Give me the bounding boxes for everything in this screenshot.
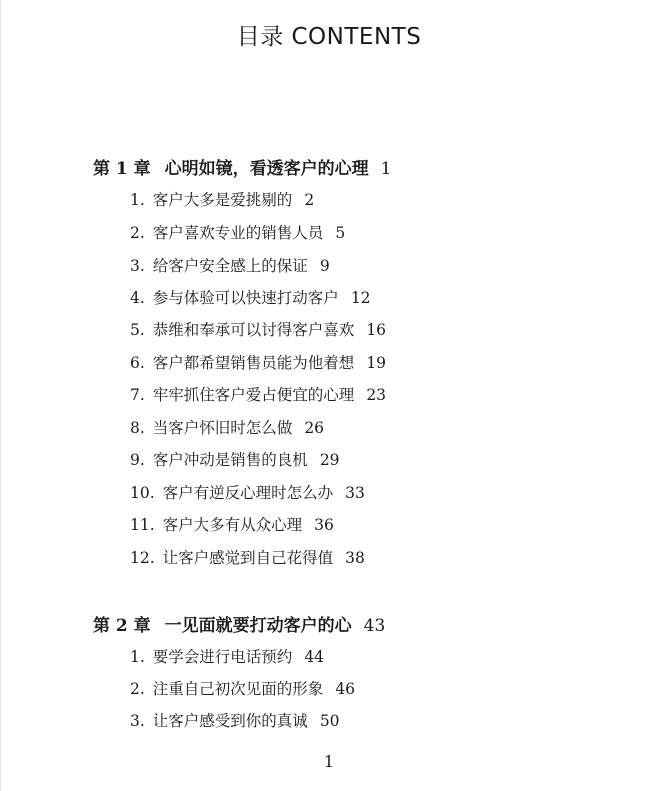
entry-title: 要学会进行电话预约	[152, 648, 293, 666]
entry-number: 11.	[130, 516, 155, 534]
entry-number: 8.	[130, 419, 145, 437]
toc-entry[interactable]	[130, 286, 371, 308]
entry-number: 6.	[130, 354, 145, 372]
chapter-label: 第 1 章	[93, 159, 151, 179]
entry-number: 3.	[130, 257, 145, 275]
entry-page-number: 23	[366, 386, 387, 404]
toc-entry[interactable]	[130, 645, 324, 667]
entry-number: 10.	[130, 484, 155, 502]
entry-number: 1.	[130, 191, 145, 209]
entry-number: 2.	[130, 680, 145, 698]
chapter-page-number: 1	[380, 159, 392, 179]
entry-title: 客户冲动是销售的良机	[152, 451, 308, 469]
footer-page-number: 1	[323, 752, 335, 771]
entry-page-number: 33	[345, 484, 365, 502]
entry-number: 5.	[130, 321, 145, 339]
entry-title: 当客户怀旧时怎么做	[152, 419, 293, 437]
page-edge	[0, 0, 1, 791]
entry-page-number: 29	[319, 451, 340, 469]
entry-page-number: 9	[319, 257, 330, 275]
entry-page-number: 50	[319, 712, 340, 730]
entry-title: 客户有逆反心理时怎么办	[162, 484, 334, 502]
entry-title: 让客户感受到你的真诚	[152, 712, 308, 730]
toc-entry[interactable]	[130, 318, 386, 340]
toc-entry[interactable]	[130, 677, 355, 699]
entry-number: 12.	[130, 549, 155, 567]
entry-number: 9.	[130, 451, 145, 469]
toc-entry[interactable]	[130, 383, 386, 405]
entry-page-number: 36	[314, 516, 334, 534]
chapter-page-number: 43	[363, 616, 386, 636]
toc-entry[interactable]	[130, 709, 340, 731]
entry-number: 3.	[130, 712, 145, 730]
entry-title: 恭维和奉承可以讨得客户喜欢	[152, 321, 355, 339]
toc-entry[interactable]	[130, 448, 340, 470]
entry-title: 参与体验可以快速打动客户	[152, 289, 339, 307]
toc-entry[interactable]	[130, 481, 365, 503]
toc-entry[interactable]	[130, 513, 334, 535]
toc-entry[interactable]	[130, 416, 324, 438]
entry-title: 注重自己初次见面的形象	[152, 680, 324, 698]
entry-page-number: 19	[366, 354, 387, 372]
chapter-title: 一见面就要打动客户的心	[164, 616, 352, 636]
entry-title: 客户喜欢专业的销售人员	[152, 224, 324, 242]
toc-entry[interactable]	[130, 351, 386, 373]
entry-page-number: 16	[366, 321, 387, 339]
entry-page-number: 5	[335, 224, 346, 242]
entry-title: 牢牢抓住客户爱占便宜的心理	[152, 386, 355, 404]
entry-page-number: 26	[304, 419, 325, 437]
toc-entry[interactable]	[130, 221, 345, 243]
entry-page-number: 46	[335, 680, 356, 698]
chapter-label: 第 2 章	[93, 616, 151, 636]
entry-number: 4.	[130, 289, 145, 307]
entry-title: 客户大多是爱挑剔的	[152, 191, 293, 209]
entry-page-number: 12	[350, 289, 371, 307]
entry-title: 给客户安全感上的保证	[152, 257, 308, 275]
entry-page-number: 2	[304, 191, 315, 209]
entry-number: 7.	[130, 386, 145, 404]
entry-number: 1.	[130, 648, 145, 666]
toc-entry[interactable]	[130, 254, 330, 276]
entry-number: 2.	[130, 224, 145, 242]
toc-entry[interactable]	[130, 188, 314, 210]
entry-page-number: 38	[345, 549, 365, 567]
entry-title: 让客户感觉到自己花得值	[162, 549, 334, 567]
chapter-heading[interactable]	[93, 611, 385, 636]
chapter-title: 心明如镜，看透客户的心理	[164, 159, 369, 179]
entry-page-number: 44	[304, 648, 325, 666]
chapter-heading[interactable]	[93, 154, 392, 179]
entry-title: 客户大多有从众心理	[162, 516, 303, 534]
toc-entry[interactable]	[130, 546, 365, 568]
page-title: 目录 CONTENTS	[236, 24, 422, 50]
entry-title: 客户都希望销售员能为他着想	[152, 354, 355, 372]
